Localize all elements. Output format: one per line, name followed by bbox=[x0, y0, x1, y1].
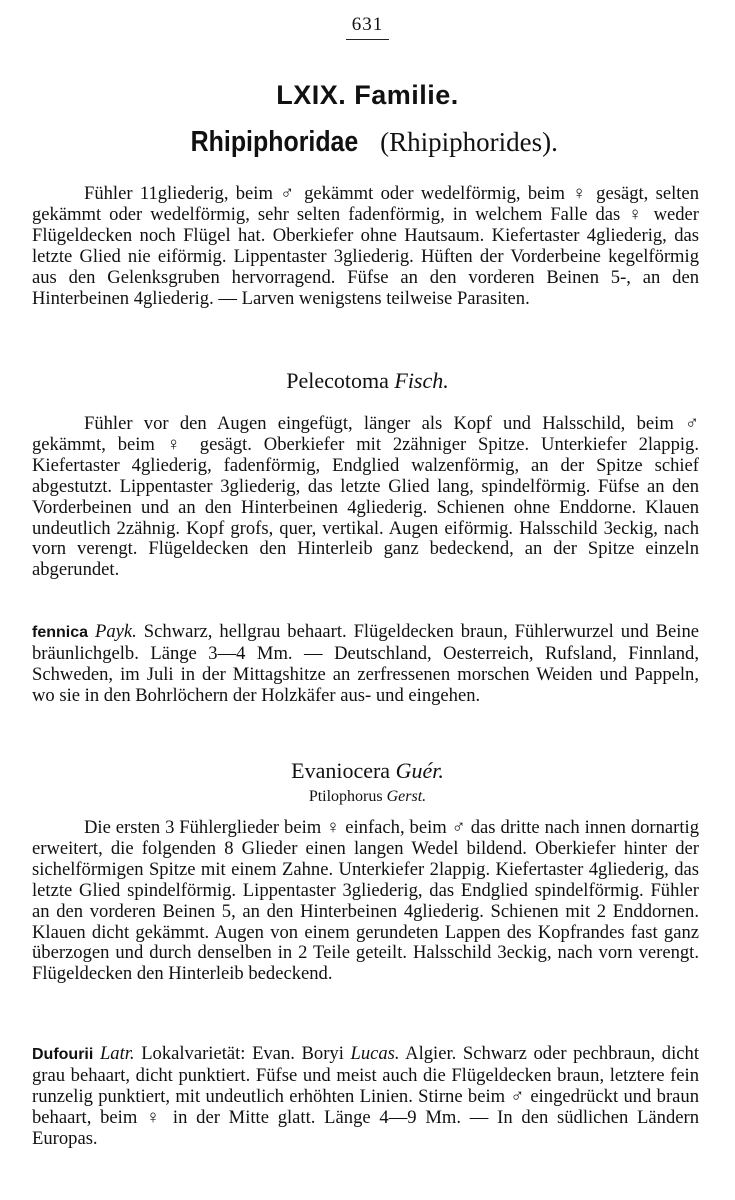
species-text: Algier. Schwarz oder pechbraun, dicht grau behaart, dicht punktiert. Füfse und meist auch die Flügeldecken braun, letztere fein runzelig punktiert, mit undeutlich erhöhten Linien. Stirne beim ♂ eingedrückt und braun behaart, beim ♀ in der Mitte glatt. Länge 4—9 Mm. — In den südlichen Ländern Europas. bbox=[32, 1043, 699, 1149]
genus-description-text: Die ersten 3 Fühlerglieder beim ♀ einfach, beim ♂ das dritte nach innen dornartig erweitert, die folgenden 8 Glieder einen langen Wedel bildend. Oberkiefer hinter der sichelförmigen Spitze mit einem Zahne. Unterkiefer 2lappig. Kiefertaster 4gliederig, das letzte Glied spindelförmig. Lippentaster 3gliederig, das Endglied spindelförmig. Fühler an den vorderen Beinen 5, an den Hinterbeinen 4gliederig. Schienen mit 2 Enddornen. Klauen dicht gekämmt. Augen von einem gerundeten Lappen des Kopfrandes fast ganz überzogen und durch denselben in 2 Teile geteilt. Halsschild 3eckig, nach vorn verengt. Flügeldecken den Hinterleib bedeckend. bbox=[32, 817, 699, 985]
genus-name: Evaniocera bbox=[291, 758, 391, 783]
genus-author: Guér. bbox=[395, 758, 444, 783]
synonym-author: Gerst. bbox=[386, 788, 427, 805]
family-description bbox=[32, 184, 699, 309]
page-number-area bbox=[0, 14, 735, 40]
species-name: fennica bbox=[32, 624, 89, 641]
species-author: Latr. bbox=[99, 1043, 135, 1064]
synonym-name: Ptilophorus bbox=[308, 788, 383, 805]
species-entry-fennica bbox=[32, 622, 699, 707]
genus-heading-pelecotoma bbox=[0, 368, 735, 394]
genus-description-pelecotoma bbox=[32, 414, 699, 581]
page-number: 631 bbox=[346, 14, 390, 40]
species-variety: Lokalvarietät: Evan. Boryi bbox=[141, 1043, 344, 1064]
variety-author: Lucas. bbox=[350, 1043, 400, 1064]
genus-heading-evaniocera bbox=[0, 758, 735, 784]
family-french-name: (Rhipiphorides). bbox=[380, 127, 558, 157]
species-text: Schwarz, hellgrau behaart. Flügeldecken braun, Fühlerwurzel und Beine bräunlichgelb. Länge 3—4 Mm. — Deutschland, Oesterreich, Rufsland, Finnland, Schweden, im Juli in der Mittagshitze an zerfressenen morschen Weiden und Pappeln, wo sie in den Bohrlöchern der Holzkäfer aus- und eingehen. bbox=[32, 621, 699, 706]
genus-description-text: Fühler vor den Augen eingefügt, länger als Kopf und Halsschild, beim ♂ gekämmt, beim ♀ gesägt. Oberkiefer mit 2zähniger Spitze. Unterkiefer 2lappig. Kiefertaster 4gliederig, fadenförmig, Endglied walzenförmig, an der Spitze schief abgestutzt. Lippentaster 3gliederig, das letzte Glied lang, spindelförmig. Füfse an den Vorderbeinen und an den Hinterbeinen 4gliederig. Schienen ohne Enddorne. Klauen undeutlich 2zähnig. Kopf grofs, quer, vertikal. Augen eiförmig. Halsschild 3eckig, nach vorn verengt. Flügeldecken den Hinterleib ganz bedeckend, an der Spitze einzeln abgerundet. bbox=[32, 413, 699, 581]
genus-author: Fisch. bbox=[394, 368, 449, 393]
family-heading: LXIX. Familie. bbox=[276, 80, 459, 110]
genus-synonym bbox=[0, 788, 735, 806]
genus-description-evaniocera bbox=[32, 818, 699, 985]
family-title bbox=[0, 126, 735, 159]
family-name: Rhipiphoridae bbox=[190, 126, 359, 158]
species-name: Dufourii bbox=[32, 1046, 94, 1063]
family-description-text: Fühler 11gliederig, beim ♂ gekämmt oder wedelförmig, beim ♀ gesägt, selten gekämmt oder wedelförmig, sehr selten fadenförmig, in welchem Falle das ♀ weder Flügeldecken noch Flügel hat. Oberkiefer ohne Hautsaum. Kiefertaster 4gliederig, das letzte Glied nie eiförmig. Lippentaster 3gliederig. Hüften der Vorderbeine kegelförmig aus den Gelenksgruben hervorragend. Füfse an den vorderen Beinen 5-, an den Hinterbeinen 4gliederig. — Larven wenigstens teilweise Parasiten. bbox=[32, 183, 699, 309]
genus-name: Pelecotoma bbox=[286, 368, 389, 393]
species-author: Payk. bbox=[94, 621, 137, 642]
species-entry-dufourii bbox=[32, 1044, 699, 1150]
